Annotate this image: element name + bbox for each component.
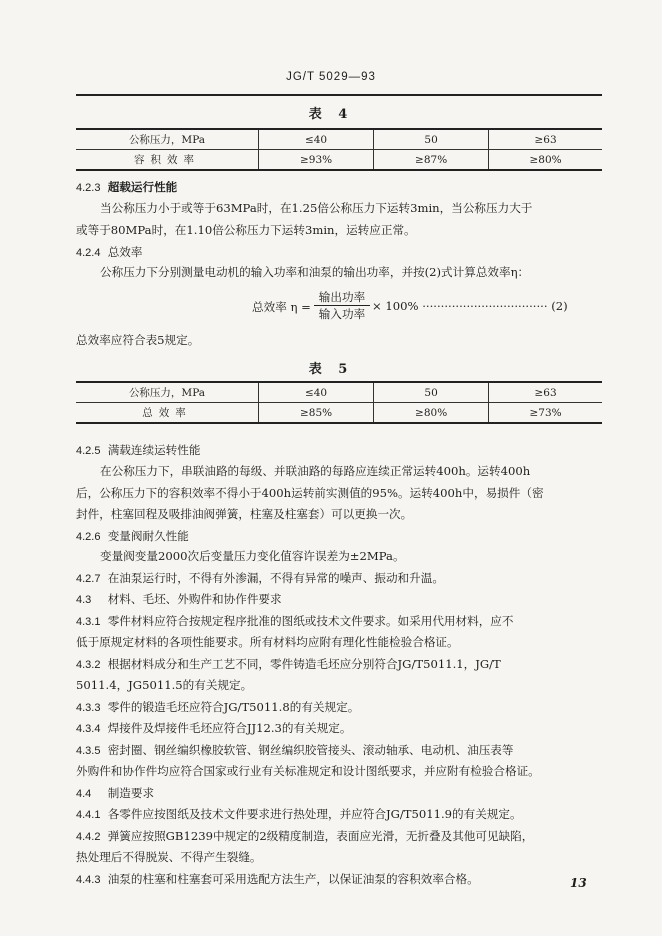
table-cell: ≥93%	[259, 150, 374, 171]
table-cell: 公称压力，MPa	[76, 382, 259, 403]
table-cell: ≥85%	[259, 403, 374, 424]
table-cell: ≥80%	[489, 150, 602, 171]
paragraph-line: 低于原规定材料的各项性能要求。所有材料均应附有理化性能检验合格证。	[76, 635, 459, 649]
table5	[76, 381, 602, 424]
section-4-3-5: 4.3.5 密封圈、钢丝编织橡胶软管、钢丝编织胶管接头、滚动轴承、电动机、油压表等	[76, 743, 514, 757]
paragraph-line: 热处理后不得脱炭、不得产生裂缝。	[76, 850, 262, 864]
paragraph-line: 外购件和协作件均应符合国家或行业有关标准规定和设计图纸要求，并应附有检验合格证。	[76, 764, 540, 778]
section-4-2-6-heading: 4.2.6 变量阀耐久性能	[76, 529, 189, 543]
section-4-3-heading: 4.3 材料、毛坯、外购件和协作件要求	[76, 592, 282, 606]
table-cell: ≤40	[259, 129, 374, 150]
table-cell: ≥63	[489, 129, 602, 150]
paragraph-line: 封件，柱塞回程及吸排油阀弹簧，柱塞及柱塞套）可以更换一次。	[76, 507, 413, 521]
page-number: 13	[570, 876, 587, 890]
table4	[76, 128, 602, 171]
table-cell: ≥87%	[374, 150, 489, 171]
efficiency-formula	[252, 290, 602, 322]
table-cell: 总效率	[76, 403, 259, 424]
table-cell: ≥80%	[374, 403, 489, 424]
paragraph-line: 在公称压力下，串联油路的每级、并联油路的每路应连续正常运转400h。运转400h	[100, 464, 531, 478]
table-cell: 50	[374, 382, 489, 403]
table-cell: 公称压力，MPa	[76, 129, 259, 150]
paragraph-line: 公称压力下分别测量电动机的输入功率和油泵的输出功率，并按(2)式计算总效率η：	[100, 265, 530, 279]
formula-rhs: × 100% ·································· (2)	[372, 299, 568, 313]
section-4-2-5-heading: 4.2.5 满载连续运转性能	[76, 443, 201, 457]
table-row	[76, 382, 602, 403]
paragraph-line: 5011.4，JG5011.5的有关规定。	[76, 678, 253, 692]
table-cell: ≥73%	[489, 403, 602, 424]
formula-numerator: 输出功率	[314, 290, 370, 306]
table-row	[76, 150, 602, 171]
table-row	[76, 129, 602, 150]
header-rule	[76, 94, 602, 96]
table-cell: 50	[374, 129, 489, 150]
formula-lhs: 总效率 η =	[252, 300, 311, 314]
paragraph-line: 或等于80MPa时，在1.10倍公称压力下运转3min，运转应正常。	[76, 223, 416, 237]
table5-caption: 表 5	[308, 362, 354, 377]
section-4-4-3: 4.4.3 油泵的柱塞和柱塞套可采用选配方法生产，以保证油泵的容积效率合格。	[76, 872, 479, 886]
table-cell: ≥63	[489, 382, 602, 403]
section-4-2-3-heading: 4.2.3 超载运行性能	[76, 180, 178, 194]
table4-caption: 表 4	[308, 107, 354, 122]
section-4-2-7: 4.2.7 在油泵运行时，不得有外渗漏，不得有异常的噪声、振动和升温。	[76, 571, 444, 585]
section-4-3-1: 4.3.1 零件材料应符合按规定程序批准的图纸或技术文件要求。如采用代用材料，应不	[76, 614, 514, 628]
table-cell: ≤40	[259, 382, 374, 403]
paragraph-line: 当公称压力小于或等于63MPa时，在1.25倍公称压力下运转3min，当公称压力大于	[100, 201, 533, 215]
section-4-3-3: 4.3.3 零件的锻造毛坯应符合JG/T5011.8的有关规定。	[76, 700, 360, 714]
table-row	[76, 403, 602, 424]
section-4-3-4: 4.3.4 焊接件及焊接件毛坯应符合JJ12.3的有关规定。	[76, 721, 352, 735]
section-4-4-heading: 4.4 制造要求	[76, 786, 155, 800]
formula-fraction	[314, 290, 370, 321]
section-4-4-2: 4.4.2 弹簧应按照GB1239中规定的2级精度制造，表面应光滑，无折叠及其他可见缺陷，	[76, 829, 534, 843]
table5-note: 总效率应符合表5规定。	[76, 333, 200, 347]
section-4-2-4-heading: 4.2.4 总效率	[76, 245, 143, 259]
formula-denominator: 输入功率	[318, 307, 366, 321]
paragraph-line: 变量阀变量2000次后变量压力变化值容许误差为±2MPa。	[100, 549, 405, 563]
paragraph-line: 后，公称压力下的容积效率不得小于400h运转前实测值的95%。运转400h中，易损件（密	[76, 486, 544, 500]
page-header: JG/T 5029—93	[286, 71, 376, 83]
section-4-3-2: 4.3.2 根据材料成分和生产工艺不同，零件铸造毛坯应分别符合JG/T5011.1，JG/T	[76, 657, 501, 671]
table-cell: 容积效率	[76, 150, 259, 171]
section-4-4-1: 4.4.1 各零件应按图纸及技术文件要求进行热处理，并应符合JG/T5011.9的有关规定。	[76, 807, 522, 821]
